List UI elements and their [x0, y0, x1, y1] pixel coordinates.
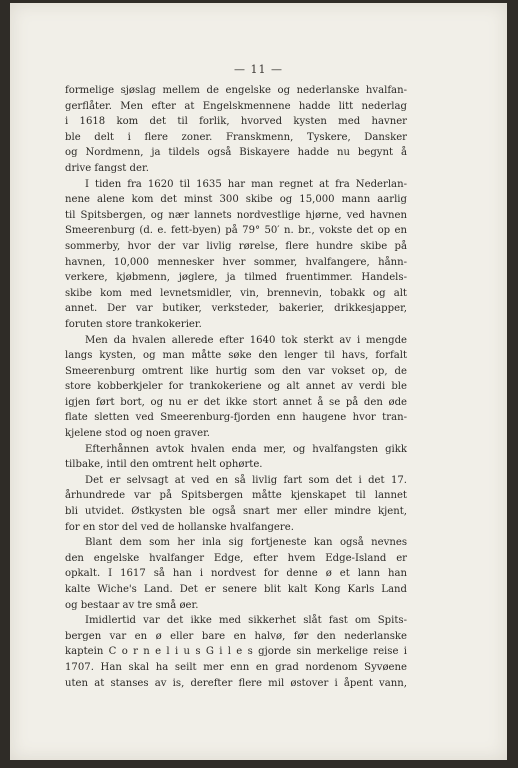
text-line: store kobberkjeler for trankokeriene og alt annet av verdi ble: [65, 381, 407, 393]
text-line: sommerby, hvor der var livlig rørelse, flere hundre skibe på: [65, 240, 407, 252]
text-line: i 1618 kom det til forlik, hvorved kysten med havner: [65, 116, 407, 128]
text-line: bergen var en ø eller bare en halvø, før den nederlanske: [65, 630, 407, 642]
paragraph: [65, 83, 407, 177]
text-line: Smeerenburg omtrent like hurtig som den var vokset op, de: [65, 365, 407, 377]
text-line: ble delt i flere zoner. Franskmenn, Tyskere, Dansker: [65, 131, 407, 143]
text-line: kalte Wiche's Land. Det er senere blit kalt Kong Karls Land: [65, 584, 407, 595]
text-line: bli utvidet. Østkysten ble også snart mer eller mindre kjent,: [65, 506, 407, 518]
paragraph: [65, 177, 407, 333]
text-line: foruten store trankokerier.: [65, 318, 202, 330]
text-line: kjelene stod og noen graver.: [65, 428, 210, 440]
text-line: havnen, 10,000 mennesker hver sommer, hvalfangere, hånn-: [65, 256, 407, 268]
text-line: og bestaar av tre små øer.: [65, 599, 199, 611]
text-line: annet. Der var butiker, verksteder, bakerier, drikkesjapper,: [65, 303, 407, 315]
text-line: drive fangst der.: [65, 162, 149, 174]
text-line: I tiden fra 1620 til 1635 har man regnet at fra Nederlan-: [85, 178, 407, 190]
text-line: kaptein C o r n e l i u s G i l e s gjorde sin merkelige reise i: [65, 646, 407, 658]
text-line: igjen ført bort, og nu er det ikke stort annet å se på den øde: [65, 396, 407, 408]
text-line: Smeerenburg (d. e. fett-byen) på 79° 50′ n. br., vokste det op en: [65, 225, 407, 237]
text-line: og Nordmenn, ja tildels også Biskayere hadde nu begynt å: [65, 147, 407, 159]
text-line: Men da hvalen allerede efter 1640 tok sterkt av i mengde: [85, 334, 407, 346]
body-text: [65, 83, 407, 691]
text-line: verkere, kjøbmenn, jøglere, ja tilmed fruentimmer. Handels-: [65, 272, 407, 284]
paragraph: [65, 333, 407, 442]
paragraph: [65, 473, 407, 535]
text-line: gerflåter. Men efter at Engelskmennene hadde litt nederlag: [65, 100, 407, 112]
text-line: uten at stanses av is, derefter flere mil østover i åpent vann,: [65, 677, 407, 689]
text-line: formelige sjøslag mellem de engelske og nederlanske hvalfan-: [65, 85, 407, 96]
book-page: [10, 3, 507, 760]
text-line: til Spitsbergen, og nær lannets nordvestlige hjørne, ved havnen: [65, 209, 407, 221]
text-line: Blant dem som her inla sig fortjeneste kan også nevnes: [85, 537, 407, 549]
paragraph: [65, 613, 407, 691]
text-line: opkalt. I 1617 så han i nordvest for denne ø et lann han: [65, 568, 407, 580]
page-number: — 11 —: [234, 63, 283, 76]
text-line: flate sletten ved Smeerenburg-fjorden enn haugene hvor tran-: [65, 412, 407, 424]
paragraph: [65, 442, 407, 473]
text-line: århundrede var på Spitsbergen måtte kjenskapet til lannet: [65, 490, 407, 502]
text-line: Imidlertid var det ikke med sikkerhet slåt fast om Spits-: [85, 615, 407, 627]
text-line: tilbake, intil den omtrent helt ophørte.: [65, 459, 263, 471]
text-line: 1707. Han skal ha seilt mer enn en grad nordenom Syvøene: [65, 661, 407, 673]
text-line: langs kysten, og man måtte søke den lenger til havs, forfalt: [65, 350, 407, 362]
text-line: for en stor del ved de hollanske hvalfangere.: [65, 521, 294, 533]
text-line: Efterhånnen avtok hvalen enda mer, og hvalfangsten gikk: [85, 443, 407, 455]
text-line: Det er selvsagt at ved en så livlig fart som det i det 17.: [85, 474, 407, 486]
text-line: den engelske hvalfanger Edge, efter hvem Edge-Island er: [65, 552, 407, 564]
text-line: skibe kom med levnetsmidler, vin, brennevin, tobakk og alt: [65, 287, 407, 299]
text-line: nene alene kom det minst 300 skibe og 15,000 mann aarlig: [65, 194, 407, 206]
paragraph: [65, 535, 407, 613]
